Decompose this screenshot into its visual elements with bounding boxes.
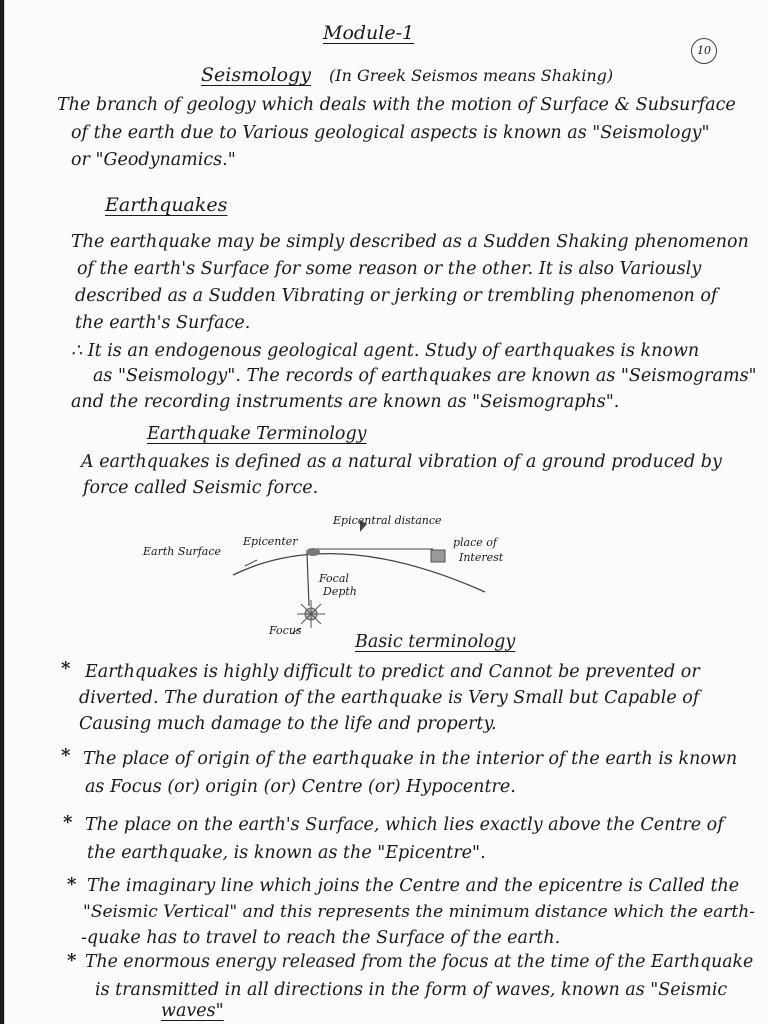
- bullet-star: *: [67, 874, 77, 895]
- seismology-line: The branch of geology which deals with the motion of Surface & Subsurface: [57, 95, 736, 115]
- basic-item-line: The place of origin of the earthquake in the interior of the earth is known: [83, 749, 738, 769]
- basic-item-line: The enormous energy released from the focus at the time of the Earthquake: [85, 952, 754, 972]
- earthquakes-line: and the recording instruments are known as "Seismographs".: [71, 392, 620, 412]
- bullet-star: *: [63, 812, 73, 833]
- label-epicenter: Epicenter: [243, 535, 298, 548]
- notebook-page: [4, 0, 768, 1024]
- earthquake-diagram: [5, 0, 768, 1024]
- label-focal-depth: Focal: [319, 572, 349, 585]
- bullet-star: *: [61, 658, 71, 679]
- earthquakes-line: the earth's Surface.: [75, 313, 251, 333]
- basic-item-line: The imaginary line which joins the Centre and the epicentre is Called the: [87, 876, 740, 896]
- earthquakes-line: The earthquake may be simply described as a Sudden Shaking phenomenon: [71, 232, 749, 252]
- terminology-line: force called Seismic force.: [83, 478, 319, 498]
- basic-item-line: as Focus (or) origin (or) Centre (or) Hypocentre.: [85, 777, 516, 797]
- seismology-title-note: (In Greek Seismos means Shaking): [329, 66, 614, 85]
- label-place-of-interest: Interest: [459, 551, 504, 564]
- terminology-heading: Earthquake Terminology: [147, 424, 367, 444]
- earthquakes-heading: Earthquakes: [105, 194, 228, 216]
- earthquakes-line: as "Seismology". The records of earthquakes are known as "Seismograms": [93, 366, 757, 386]
- earthquakes-line: ∴ It is an endogenous geological agent. Study of earthquakes is known: [71, 341, 700, 361]
- house-icon: [431, 550, 445, 562]
- basic-item-line: The place on the earth's Surface, which lies exactly above the Centre of: [85, 815, 724, 835]
- basic-item-line: Causing much damage to the life and property.: [79, 714, 497, 734]
- earthquakes-line: described as a Sudden Vibrating or jerking or trembling phenomenon of: [75, 286, 718, 306]
- bullet-star: *: [61, 745, 71, 766]
- seismology-title-text: Seismology: [201, 64, 311, 86]
- terminology-line: A earthquakes is defined as a natural vibration of a ground produced by: [81, 452, 722, 472]
- label-focus: Focus: [269, 624, 302, 637]
- earthquakes-line: of the earth's Surface for some reason or the other. It is also Variously: [77, 259, 702, 279]
- basic-terminology-heading: Basic terminology: [355, 632, 516, 652]
- basic-item-line: diverted. The duration of the earthquake is Very Small but Capable of: [79, 688, 700, 708]
- epicenter-marker: [306, 548, 320, 556]
- label-place-of-interest: place of: [453, 536, 497, 549]
- seismology-line: of the earth due to Various geological aspects is known as "Seismology": [71, 123, 710, 143]
- page-number: 10: [691, 38, 717, 64]
- basic-item-line: the earthquake, is known as the "Epicentre".: [87, 843, 486, 863]
- label-earth-surface: Earth Surface: [143, 545, 222, 558]
- module-heading: Module-1: [323, 22, 415, 44]
- basic-item-line: waves": [161, 1001, 224, 1021]
- basic-item-line: Earthquakes is highly difficult to predict and Cannot be prevented or: [85, 662, 700, 682]
- basic-item-line: "Seismic Vertical" and this represents the minimum distance which the earth-: [83, 902, 755, 922]
- basic-item-line: -quake has to travel to reach the Surface of the earth.: [81, 928, 561, 948]
- focal-depth-line: [307, 553, 309, 606]
- seismology-line: or "Geodynamics.": [71, 150, 236, 170]
- earth-surface-arc: [233, 554, 485, 592]
- label-focal-depth: Depth: [323, 585, 357, 598]
- label-epicentral-distance: Epicentral distance: [333, 514, 442, 527]
- bullet-star: *: [67, 950, 77, 971]
- basic-item-line: is transmitted in all directions in the form of waves, known as "Seismic: [95, 980, 728, 1000]
